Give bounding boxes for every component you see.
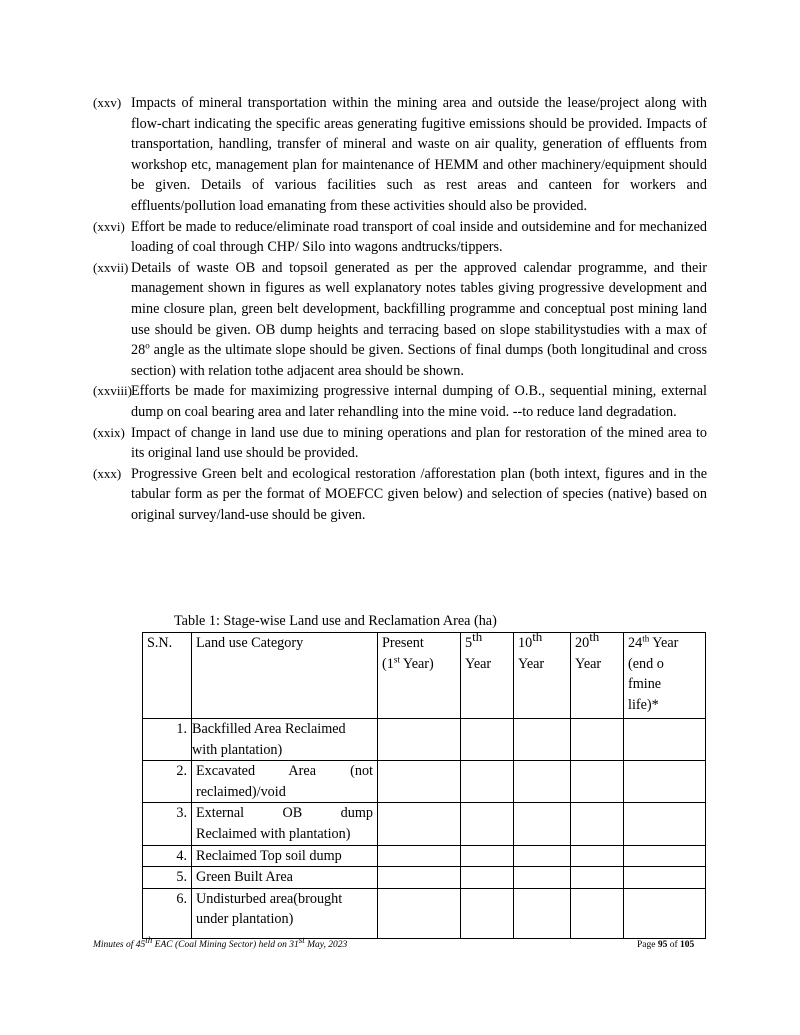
table-caption: Table 1: Stage-wise Land use and Reclamation Area (ha) [174, 613, 497, 629]
cell-20th [571, 803, 624, 845]
cell-10th [514, 719, 571, 761]
cell-24th [624, 845, 706, 867]
row-category: Undisturbed area(brought under plantation) [192, 888, 378, 938]
cell-5th [461, 845, 514, 867]
row-sn: 2. [143, 761, 192, 803]
cell-5th [461, 888, 514, 938]
cell-present [378, 888, 461, 938]
row-category: Excavated Area (not reclaimed)/void [192, 761, 378, 803]
row-category: Backfilled Area Reclaimed with plantation) [192, 719, 378, 761]
row-sn: 5. [143, 867, 192, 889]
item-number: (xxvi) [93, 218, 125, 234]
table-row [143, 803, 706, 845]
cell-10th [514, 867, 571, 889]
item-text: Details of waste OB and topsoil generated as per the approved calendar programme, and their management shown in figures as well explanatory notes tables giving progressive development and mine closure plan, green belt development, backfilling programme and conceptual post mining land use should be given. OB dump heights and terracing based on slope stabilitystudies with a max of 28$^o$ angle as the ultimate slope should be given. Sections of final dumps (both longitudinal and cross section) with relation tothe adjacent area should be shown. [131, 259, 707, 379]
cell-20th [571, 845, 624, 867]
row-category: External OB dump Reclaimed with plantation) [192, 803, 378, 845]
row-sn: 4. [143, 845, 192, 867]
cell-24th [624, 888, 706, 938]
cell-present [378, 867, 461, 889]
list-item [93, 381, 707, 422]
table-row [143, 845, 706, 867]
table-row [143, 761, 706, 803]
item-number: (xxx) [93, 465, 122, 481]
conditions-list [93, 93, 707, 525]
cell-present [378, 761, 461, 803]
cell-5th [461, 803, 514, 845]
cell-24th [624, 867, 706, 889]
table-header-row [143, 633, 706, 719]
header-24th-year: 24th Year (end o fmine life)* [624, 633, 706, 719]
cell-24th [624, 803, 706, 845]
table-row [143, 867, 706, 889]
cell-present [378, 719, 461, 761]
cell-10th [514, 803, 571, 845]
table-row [143, 888, 706, 938]
land-use-table [142, 629, 706, 939]
cell-24th [624, 719, 706, 761]
item-text: Impacts of mineral transportation within the mining area and outside the lease/project along with flow-chart indicating the specific areas generating fugitive emissions should be provided. Impacts of transportation, handling, transfer of mineral and waste on air quality, generation of effluents from workshop etc, management plan for maintenance of HEMM and other machinery/equipment should be given. Details of various facilities such as rest areas and canteen for workers and effluents/pollution load emanating from these activities should also be provided. [131, 95, 707, 214]
row-sn: 1. [143, 719, 192, 761]
cell-24th [624, 761, 706, 803]
cell-20th [571, 888, 624, 938]
cell-10th [514, 761, 571, 803]
cell-20th [571, 719, 624, 761]
header-10th-year: 10th Year [514, 633, 571, 719]
item-text: Effort be made to reduce/eliminate road transport of coal inside and outsidemine and for mechanized loading of coal through CHP/ Silo into wagons andtrucks/tippers. [131, 218, 707, 256]
item-text: Progressive Green belt and ecological restoration /afforestation plan (both intext, figures and in the tabular form as per the format of MOEFCC given below) and selection of species (native) based on original survey/land-use should be given. [131, 465, 707, 523]
cell-present [378, 803, 461, 845]
item-number: (xxvii) [93, 259, 129, 275]
list-item [93, 464, 707, 526]
row-category: Green Built Area [192, 867, 378, 889]
list-item [93, 423, 707, 464]
header-category: Land use Category [192, 633, 378, 719]
list-item [93, 93, 707, 217]
cell-10th [514, 888, 571, 938]
footer-minutes: Minutes of 45th EAC (Coal Mining Sector) held on 31st May, 2023 [93, 935, 348, 951]
cell-10th [514, 845, 571, 867]
item-text: Efforts be made for maximizing progressive internal dumping of O.B., sequential mining, external dump on coal bearing area and later rehandling into the mine void. --to reduce land degradation. [131, 383, 707, 420]
cell-20th [571, 761, 624, 803]
row-category: Reclaimed Top soil dump [192, 845, 378, 867]
list-item [93, 258, 707, 382]
item-number: (xxv) [93, 95, 122, 110]
header-sn: S.N. [143, 633, 192, 719]
page-number: Page 95 of 105 [637, 940, 695, 950]
item-number: (xxviii) [93, 383, 132, 399]
row-sn: 6. [143, 888, 192, 938]
header-present: Present (1st Year) [378, 633, 461, 719]
cell-5th [461, 719, 514, 761]
header-5th-year: 5th Year [461, 633, 514, 719]
list-item [93, 217, 707, 258]
table-row [143, 719, 706, 761]
row-sn: 3. [143, 803, 192, 845]
cell-20th [571, 867, 624, 889]
cell-5th [461, 761, 514, 803]
header-20th-year: 20th Year [571, 633, 624, 719]
item-number: (xxix) [93, 424, 125, 440]
cell-present [378, 845, 461, 867]
item-text: Impact of change in land use due to mining operations and plan for restoration of the mined area to its original land use should be provided. [131, 424, 707, 462]
cell-5th [461, 867, 514, 889]
